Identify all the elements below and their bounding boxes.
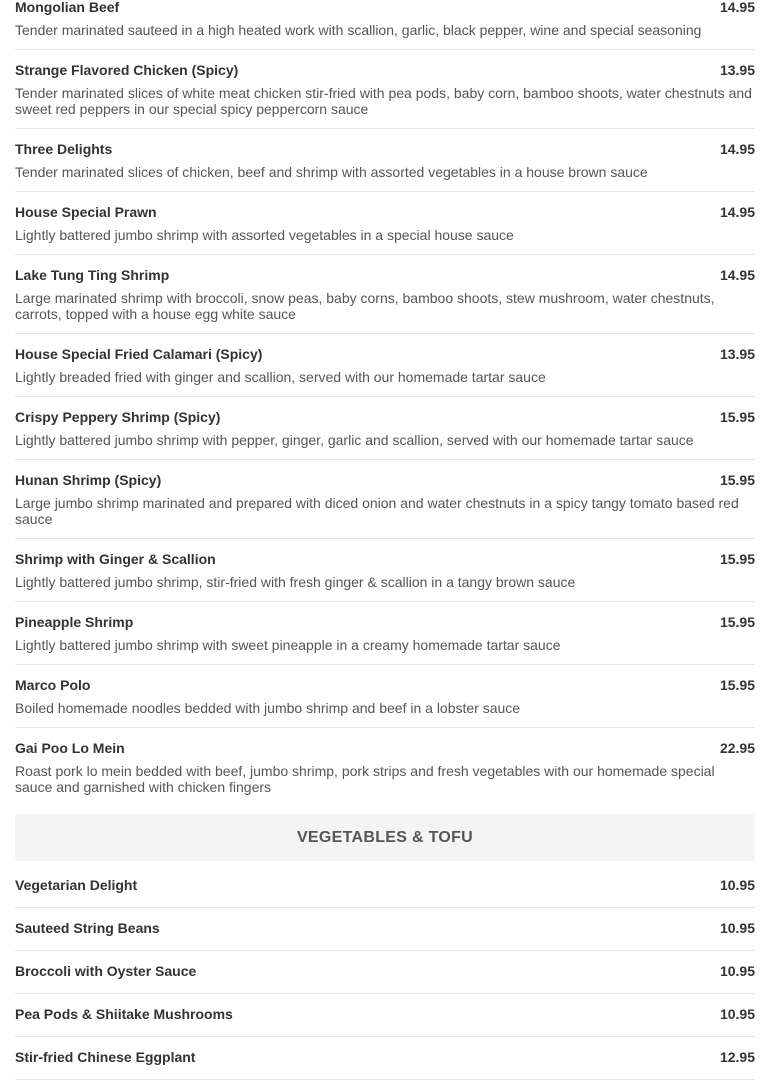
item-description: Large jumbo shrimp marinated and prepared with diced onion and water chestnuts in a spicy tangy tomato based red sauce	[15, 495, 739, 527]
item-name: Strange Flavored Chicken (Spicy)	[15, 62, 239, 78]
item-description: Lightly breaded fried with ginger and scallion, served with our homemade tartar sauce	[15, 369, 546, 385]
item-price: 15.95	[719, 551, 755, 567]
item-price: 12.95	[719, 1049, 755, 1065]
item-name: Gai Poo Lo Mein	[15, 740, 125, 756]
section-header-vegetables-tofu	[15, 814, 755, 861]
item-description: Tender marinated sauteed in a high heated work with scallion, garlic, black pepper, wine and special seasoning	[15, 22, 702, 38]
menu-item[interactable]	[15, 1037, 755, 1080]
item-description: Boiled homemade noodles bedded with jumbo shrimp and beef in a lobster sauce	[15, 700, 521, 716]
menu-item[interactable]	[15, 0, 755, 50]
item-description: Tender marinated slices of white meat chicken stir-fried with pea pods, baby corn, bamboo shoots, water chestnuts and sweet red peppers in our special spicy peppercorn sauce	[15, 85, 752, 117]
item-name: Lake Tung Ting Shrimp	[15, 267, 170, 283]
menu-item[interactable]	[15, 129, 755, 192]
item-description: Lightly battered jumbo shrimp, stir-fried with fresh ginger & scallion in a tangy brown sauce	[15, 574, 576, 590]
item-price: 13.95	[719, 346, 755, 362]
item-price: 13.95	[719, 62, 755, 78]
item-price: 15.95	[719, 614, 755, 630]
menu-item[interactable]	[15, 397, 755, 460]
item-name: Marco Polo	[15, 677, 91, 693]
item-name: Mongolian Beef	[15, 0, 120, 15]
section-title: VEGETABLES & TOFU	[296, 828, 474, 846]
item-price: 22.95	[719, 740, 755, 756]
item-price: 10.95	[719, 877, 755, 893]
menu-item[interactable]	[15, 255, 755, 334]
menu-item[interactable]	[15, 865, 755, 908]
menu-item[interactable]	[15, 460, 755, 539]
item-price: 14.95	[719, 204, 755, 220]
item-name: Hunan Shrimp (Spicy)	[15, 472, 162, 488]
item-price: 14.95	[719, 141, 755, 157]
item-description: Lightly battered jumbo shrimp with assorted vegetables in a special house sauce	[15, 227, 514, 243]
item-price: 10.95	[719, 963, 755, 979]
item-name: Vegetarian Delight	[15, 877, 138, 893]
menu-item[interactable]	[15, 908, 755, 951]
menu-item[interactable]	[15, 728, 755, 806]
menu-item[interactable]	[15, 951, 755, 994]
item-description: Large marinated shrimp with broccoli, snow peas, baby corns, bamboo shoots, stew mushroom, water chestnuts, carrots, topped with a house egg white sauce	[15, 290, 715, 322]
menu-item[interactable]	[15, 334, 755, 397]
item-name: Crispy Peppery Shrimp (Spicy)	[15, 409, 221, 425]
item-name: Pea Pods & Shiitake Mushrooms	[15, 1006, 233, 1022]
item-name: Pineapple Shrimp	[15, 614, 134, 630]
item-description: Lightly battered jumbo shrimp with pepper, ginger, garlic and scallion, served with our homemade tartar sauce	[15, 432, 694, 448]
menu-item[interactable]	[15, 539, 755, 602]
item-name: Stir-fried Chinese Eggplant	[15, 1049, 196, 1065]
item-price: 10.95	[719, 920, 755, 936]
menu-item[interactable]	[15, 994, 755, 1037]
menu-item[interactable]	[15, 50, 755, 129]
item-price: 10.95	[719, 1006, 755, 1022]
item-description: Roast pork lo mein bedded with beef, jumbo shrimp, pork strips and fresh vegetables with our homemade special sauce and garnished with chicken fingers	[15, 763, 715, 795]
item-price: 14.95	[719, 0, 755, 15]
item-name: Sauteed String Beans	[15, 920, 160, 936]
item-description: Tender marinated slices of chicken, beef and shrimp with assorted vegetables in a house brown sauce	[15, 164, 648, 180]
item-name: Shrimp with Ginger & Scallion	[15, 551, 216, 567]
menu-item[interactable]	[15, 602, 755, 665]
menu-item[interactable]	[15, 665, 755, 728]
item-name: Broccoli with Oyster Sauce	[15, 963, 197, 979]
item-price: 14.95	[719, 267, 755, 283]
item-description: Lightly battered jumbo shrimp with sweet pineapple in a creamy homemade tartar sauce	[15, 637, 561, 653]
item-name: House Special Fried Calamari (Spicy)	[15, 346, 263, 362]
item-name: House Special Prawn	[15, 204, 157, 220]
item-price: 15.95	[719, 472, 755, 488]
item-name: Three Delights	[15, 141, 113, 157]
menu-list	[15, 0, 755, 1080]
item-price: 15.95	[719, 677, 755, 693]
item-price: 15.95	[719, 409, 755, 425]
menu-item[interactable]	[15, 192, 755, 255]
